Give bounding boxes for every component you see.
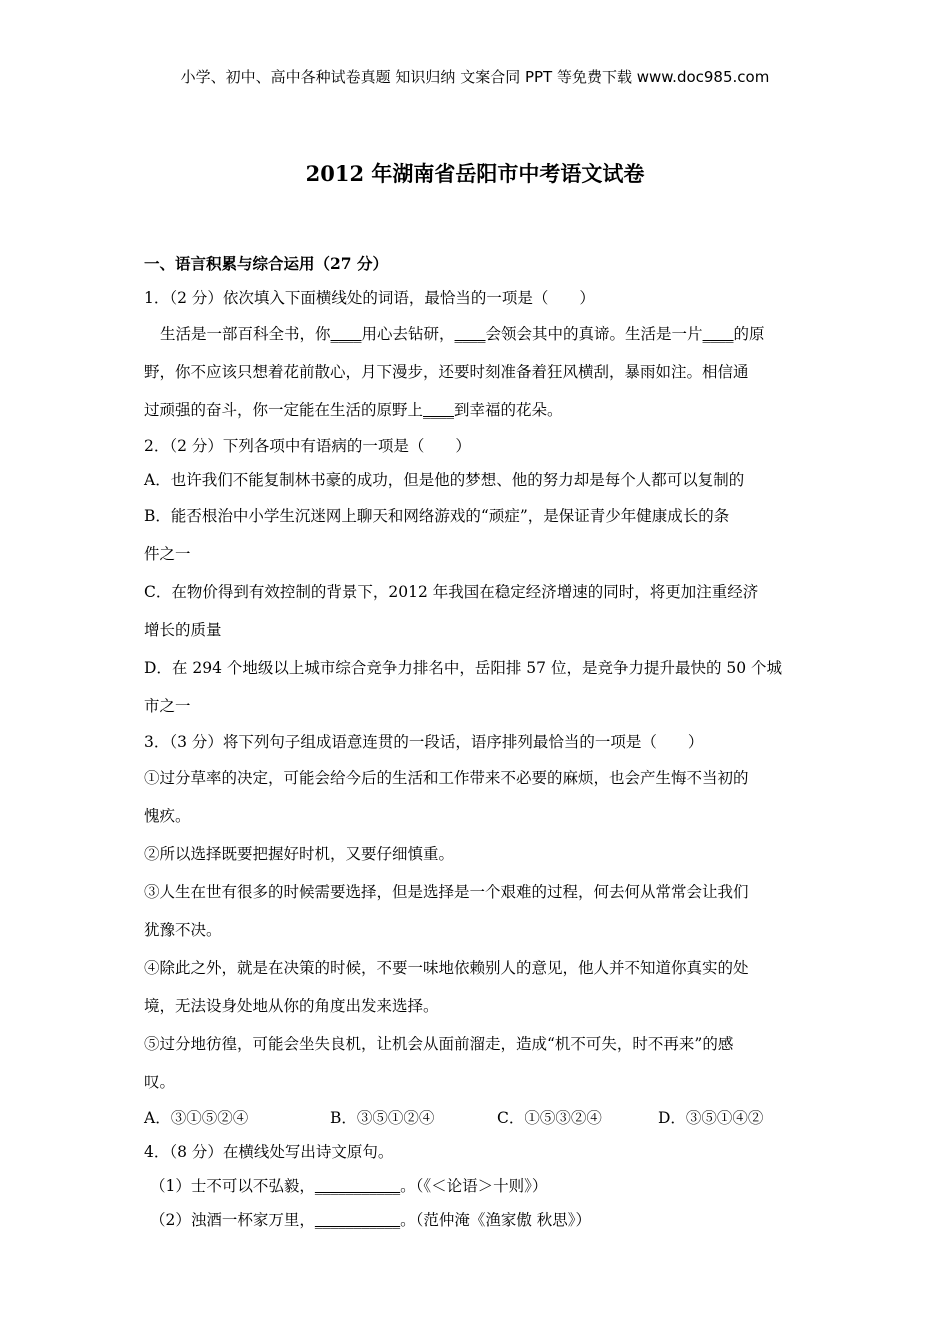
q1-blank-4: ____ — [423, 401, 455, 419]
q3-sentence-4: ④除此之外，就是在决策的时候，不要一味地依赖别人的意见，他人并不知道你真实的处 — [144, 959, 749, 977]
q1-passage-line: 过顽强的奋斗，你一定能在生活的原野上____到幸福的花朵。 — [144, 401, 563, 419]
q4-item-2: （2）浊酒一杯家万里，___________。（范仲淹《渔家傲 秋思》） — [150, 1211, 592, 1229]
page-header: 小学、初中、高中各种试卷真题 知识归纳 文案合同 PPT 等免费下载 www.doc985.com — [180, 68, 770, 86]
q3-sentence-4-cont: 境，无法设身处地从你的角度出发来选择。 — [144, 997, 439, 1015]
q3-option-b: B．③⑤①②④ — [330, 1109, 435, 1127]
q3-option-c: C．①⑤③②④ — [497, 1109, 602, 1127]
q2-option-d: D．在 294 个地级以上城市综合竞争力排名中，岳阳排 57 位，是竞争力提升最快的 50 个城 — [144, 659, 783, 677]
q1-passage-line: 野，你不应该只想着花前散心，月下漫步，还要时刻准备着狂风横刮，暴雨如注。相信通 — [144, 363, 749, 381]
q3-options — [144, 1101, 808, 1135]
q2-option-b-cont: 件之一 — [144, 545, 191, 563]
section-heading: 一、语言积累与综合运用（27 分） — [144, 254, 388, 273]
q2-option-a: A．也许我们不能复制林书豪的成功，但是他的梦想、他的努力却是每个人都可以复制的 — [144, 471, 745, 489]
q3-sentence-5: ⑤过分地彷徨，可能会坐失良机，让机会从面前溜走，造成“机不可失，时不再来”的感 — [144, 1035, 734, 1053]
q3-sentence-2: ②所以选择既要把握好时机，又要仔细慎重。 — [144, 845, 455, 863]
q3-sentence-5-cont: 叹。 — [144, 1073, 176, 1091]
q2-option-d-cont: 市之一 — [144, 697, 191, 715]
q4-item-1: （1）士不可以不弘毅，___________。（《＜论语＞十则》） — [150, 1177, 548, 1195]
q3-option-d: D．③⑤①④② — [658, 1109, 764, 1127]
q3-sentence-3: ③人生在世有很多的时候需要选择，但是选择是一个艰难的过程，何去何从常常会让我们 — [144, 883, 749, 901]
q3-sentence-1-cont: 愧疚。 — [144, 807, 191, 825]
q4-blank-2: ___________ — [314, 1211, 401, 1229]
q1-blank-3: ____ — [702, 325, 734, 343]
q4-stem: 4．（8 分）在横线处写出诗文原句。 — [144, 1143, 394, 1161]
q3-sentence-3-cont: 犹豫不决。 — [144, 921, 222, 939]
q2-option-c-cont: 增长的质量 — [144, 621, 222, 639]
q2-option-b: B．能否根治中小学生沉迷网上聊天和网络游戏的“顽症”，是保证青少年健康成长的条 — [144, 507, 730, 525]
q2-option-c: C．在物价得到有效控制的背景下，2012 年我国在稳定经济增速的同时，将更加注重经济 — [144, 583, 759, 601]
exam-title: 2012 年湖南省岳阳市中考语文试卷 — [305, 161, 645, 186]
q3-option-a: A．③①⑤②④ — [144, 1109, 249, 1127]
q2-stem: 2．（2 分）下列各项中有语病的一项是（ ） — [144, 437, 471, 455]
q4-blank-1: ___________ — [314, 1177, 401, 1195]
q1-blank-1: ____ — [330, 325, 362, 343]
q1-blank-2: ____ — [454, 325, 486, 343]
q1-stem: 1．（2 分）依次填入下面横线处的词语，最恰当的一项是（ ） — [144, 289, 595, 307]
q1-passage-line: 生活是一部百科全书，你____用心去钻研，____会领会其中的真谛。生活是一片____的原 — [160, 325, 765, 343]
q3-stem: 3．（3 分）将下列句子组成语意连贯的一段话，语序排列最恰当的一项是（ ） — [144, 733, 704, 751]
q3-sentence-1: ①过分草率的决定，可能会给今后的生活和工作带来不必要的麻烦，也会产生悔不当初的 — [144, 769, 749, 787]
exam-content — [144, 247, 808, 1237]
